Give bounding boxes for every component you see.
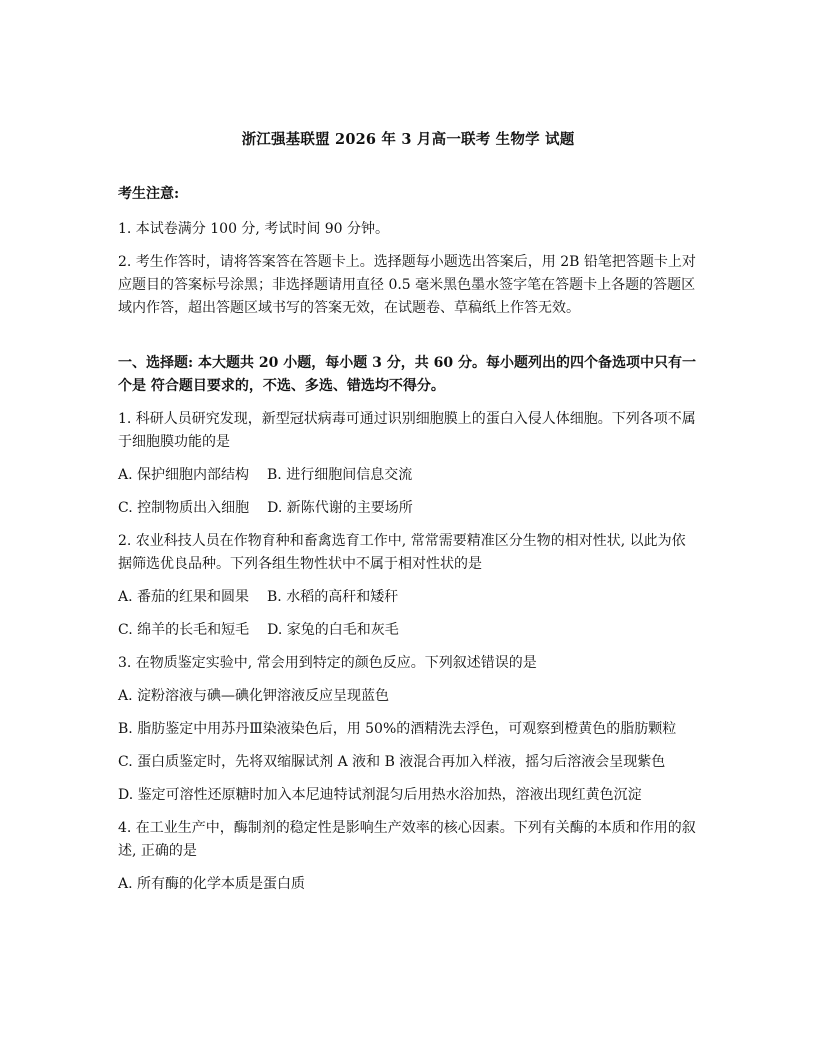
question-1-option-a: A. 保护细胞内部结构 [118,467,250,483]
question-1-option-c: C. 控制物质出入细胞 [118,500,250,516]
question-2-option-d: D. 家兔的白毛和灰毛 [267,622,399,638]
question-3-stem: 3. 在物质鉴定实验中, 常会用到特定的颜色反应。下列叙述错误的是 [118,655,537,671]
question-1-options-row-2 [118,497,698,520]
question-3-option-c: C. 蛋白质鉴定时，先将双缩脲试剂 A 液和 B 液混合再加入样液，摇匀后溶液会呈现紫色 [118,754,666,770]
question-3-option-d: D. 鉴定可溶性还原糖时加入本尼迪特试剂混匀后用热水浴加热，溶液出现红黄色沉淀 [118,787,642,803]
question-1-stem: 1. 科研人员研究发现，新型冠状病毒可通过识别细胞膜上的蛋白入侵人体细胞。下列各项不属于细胞膜功能的是 [118,411,696,450]
question-2-stem: 2. 农业科技人员在作物育种和畜禽选育工作中, 常常需要精准区分生物的相对性状, 以此为依据筛选优良品种。下列各组生物性状中不属于相对性状的是 [118,533,686,572]
exam-title: 浙江强基联盟 2026 年 3 月高一联考 生物学 试题 [241,131,575,148]
question-2-option-c: C. 绵羊的长毛和短毛 [118,622,250,638]
question-2-option-a: A. 番茄的红果和圆果 [118,589,250,605]
notice-item-2: 2. 考生作答时，请将答案答在答题卡上。选择题每小题选出答案后，用 2B 铅笔把答题卡上对应题目的答案标号涂黑；非选择题请用直径 0.5 毫米黑色墨水签字笔在答题卡上各题的答题区域内作答，超出答题区域书写的答案无效，在试题卷、草稿纸上作答无效。 [118,254,696,316]
section-heading-choice: 一、选择题: 本大题共 20 小题，每小题 3 分，共 60 分。每小题列出的四个备选项中只有一个是 符合题目要求的，不选、多选、错选均不得分。 [118,355,696,394]
exam-page [118,128,698,906]
question-3-option-b: B. 脂肪鉴定中用苏丹Ⅲ染液染色后，用 50%的酒精洗去浮色，可观察到橙黄色的脂肪颗粒 [118,721,677,737]
question-2-options-row-2 [118,619,698,642]
question-1-option-d: D. 新陈代谢的主要场所 [267,500,413,516]
question-2-options-row-1 [118,586,698,609]
question-1-option-b: B. 进行细胞间信息交流 [267,467,413,483]
question-2-option-b: B. 水稻的高秆和矮秆 [267,589,399,605]
notice-heading: 考生注意: [118,186,180,202]
question-4-option-a: A. 所有酶的化学本质是蛋白质 [118,876,306,892]
notice-item-1: 1. 本试卷满分 100 分, 考试时间 90 分钟。 [118,221,390,237]
question-1-options-row-1 [118,464,698,487]
question-4-stem: 4. 在工业生产中，酶制剂的稳定性是影响生产效率的核心因素。下列有关酶的本质和作用的叙述, 正确的是 [118,820,696,859]
question-3-option-a: A. 淀粉溶液与碘—碘化钾溶液反应呈现蓝色 [118,688,390,704]
